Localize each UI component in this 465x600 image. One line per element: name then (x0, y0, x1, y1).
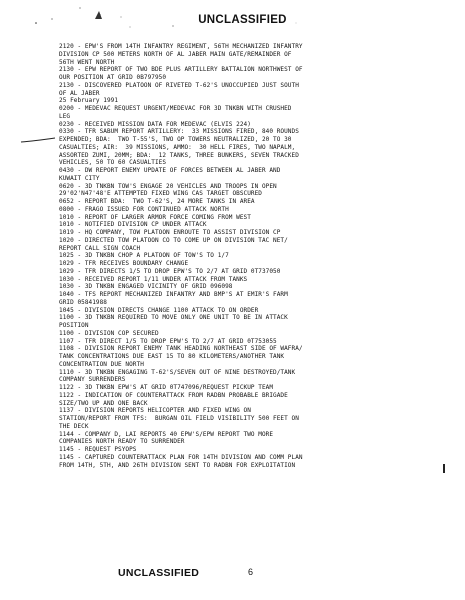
log-line: 56TH WENT NORTH (59, 58, 115, 66)
log-line: SIZE/TWO UP AND ONE BACK (59, 399, 148, 407)
log-line: 0430 - DW REPORT ENEMY UPDATE OF FORCES BETWEEN AL JABER AND (59, 167, 281, 174)
log-line: STATION/REPORT FROM TFS: BURGAN OIL FIELD VISIBILITY 500 FEET ON (59, 415, 299, 422)
log-line: COMPANY SURRENDERS (59, 376, 126, 384)
log-line: 2120 - EPW'S FROM 14TH INFANTRY REGIMENT, 56TH MECHANIZED INFANTRY (59, 43, 303, 50)
log-line: 1137 - DIVISION REPORTS HELICOPTER AND FIXED WING ON (59, 407, 251, 415)
log-line: 1019 - HQ COMPANY, TOW PLATOON ENROUTE TO ASSIST DIVISION CP (59, 229, 281, 236)
log-line: 1040 - TFS REPORT MECHANIZED INFANTRY AND BMP'S AT EMIR'S FARM (59, 291, 288, 298)
log-line: 29'02'N47'48'E ATTEMPTED FIXED WING CAS TARGET OBSCURED (59, 190, 262, 198)
classification-footer: UNCLASSIFIED (118, 567, 200, 579)
log-line: 0620 - 3D TNKBN TOW'S ENGAGE 20 VEHICLES AND TROOPS IN OPEN (59, 182, 277, 190)
log-line: GRID 05841988 (59, 298, 107, 306)
log-line: 1100 - 3D TNKBN REQUIRED TO MOVE ONLY ONE UNIT TO BE IN ATTACK (59, 314, 288, 322)
log-line: DIVISION CP 500 METERS NORTH OF AL JABER MAIN GATE/REMAINDER OF (59, 50, 292, 58)
log-line: 1144 - COMPANY D, LAI REPORTS 40 EPW'S/EPW REPORT TWO MORE (59, 430, 274, 438)
log-line: 1122 - 3D TNKBN EPW'S AT GRID 0T747096/REQUEST PICKUP TEAM (59, 384, 274, 391)
log-line: 1010 - REPORT OF LARGER ARMOR FORCE COMING FROM WEST (59, 213, 251, 221)
log-line: 2130 - DISCOVERED PLATOON OF RIVETED T-62'S UNOCCUPIED JUST SOUTH (59, 81, 299, 89)
log-entries (59, 43, 461, 469)
log-line: 1020 - DIRECTED TOW PLATOON CO TO COME UP ON DIVISION TAC NET/ (59, 236, 288, 244)
log-line: 1108 - DIVISION REPORT ENEMY TANK HEADING NORTHEAST SIDE OF WAFRA/ (59, 345, 303, 353)
log-line: COMPANIES NORTH READY TO SURRENDER (59, 438, 185, 446)
log-line: 2130 - EPW REPORT OF TWO BDE PLUS ARTILLERY BATTALION NORTHWEST OF (59, 66, 303, 74)
log-line: 1029 - TFR DIRECTS 1/5 TO DROP EPW'S TO 2/7 AT GRID 0T737050 (59, 267, 281, 275)
log-line: 0200 - MEDEVAC REQUEST URGENT/MEDEVAC FOR 3D TNKBN WITH CRUSHED (59, 105, 292, 112)
log-line: VEHICLES, 50 TO 60 CASUALTIES (59, 159, 167, 167)
margin-arrow-mark (20, 135, 56, 145)
log-line: OF AL JABER (59, 89, 100, 97)
log-line: REPORT CALL SIGN COACH (59, 244, 141, 252)
log-line: 25 February 1991 (59, 97, 119, 105)
log-line: 1030 - RECEIVED REPORT 1/11 UNDER ATTACK FROM TANKS (59, 275, 248, 283)
log-line: ASSORTED ZUMI, 20MM; BDA: 12 TANKS, THREE BUNKERS, SEVEN TRACKED (59, 151, 299, 159)
log-line: EXPENDED; BDA: TWO T-55'S, TWO OP TOWERS NEUTRALIZED, 20 TO 30 (59, 136, 292, 143)
log-line: KUWAIT CITY (59, 174, 100, 182)
log-line: 0230 - RECEIVED MISSION DATA FOR MEDEVAC (ELVIS 224) (59, 120, 251, 128)
log-line: 1107 - TFR DIRECT 1/5 TO DROP EPW'S TO 2/7 AT GRID 0T753055 (59, 337, 277, 345)
log-line: TANK CONCENTRATIONS DUE EAST 15 TO 80 KILOMETERS/ANOTHER TANK (59, 353, 285, 360)
log-line: 1025 - 3D TNKBN CHOP A PLATOON OF TOW'S TO 1/7 (59, 252, 229, 260)
log-line: 0800 - FRAGO ISSUED FOR CONTINUED ATTACK NORTH (59, 205, 229, 213)
log-line: THE DECK (59, 422, 89, 430)
log-line: 1010 - NOTIFIED DIVISION CP UNDER ATTACK (59, 221, 207, 229)
log-line: FROM 14TH, 5TH, AND 26TH DIVISION SENT TO RADBN FOR EXPLOITATION (59, 461, 296, 469)
log-line: OUR POSITION AT GRID 0B797950 (59, 74, 167, 81)
log-line: 1045 - DIVISION DIRECTS CHANGE 1100 ATTACK TO ON ORDER (59, 306, 259, 314)
log-line: 1110 - 3D TNKBN ENGAGING T-62'S/SEVEN OUT OF NINE DESTROYED/TANK (59, 368, 296, 376)
log-line: CONCENTRATION DUE NORTH (59, 360, 144, 368)
log-line: 1145 - REQUEST PSYOPS (59, 446, 137, 453)
log-line: POSITION (59, 322, 89, 329)
log-line: 0652 - REPORT BDA: TWO T-62'S, 24 MORE TANKS IN AREA (59, 198, 255, 205)
log-line: CASUALTIES; AIR: 39 MISSIONS, AMMO: 30 HELL FIRES, TWO NAPALM, (59, 143, 296, 151)
classification-header: UNCLASSIFIED (198, 14, 287, 26)
log-line: 1100 - DIVISION COP SECURED (59, 329, 159, 337)
page-number: 6 (248, 567, 254, 577)
log-line: 0330 - TFR SABUM REPORT ARTILLERY: 33 MISSIONS FIRED, 840 ROUNDS (59, 128, 299, 136)
log-line: 1030 - 3D TNKBN ENGAGED VICINITY OF GRID 096098 (59, 283, 233, 291)
log-line: 1122 - INDICATION OF COUNTERATTACK FROM RADBN PROBABLE BRIGADE (59, 391, 288, 399)
log-line: 1145 - CAPTURED COUNTERATTACK PLAN FOR 14TH DIVISION AND COMM PLAN (59, 453, 303, 461)
log-line: 1029 - TFR RECEIVES BOUNDARY CHANGE (59, 260, 189, 267)
log-line: LEG (59, 112, 71, 120)
